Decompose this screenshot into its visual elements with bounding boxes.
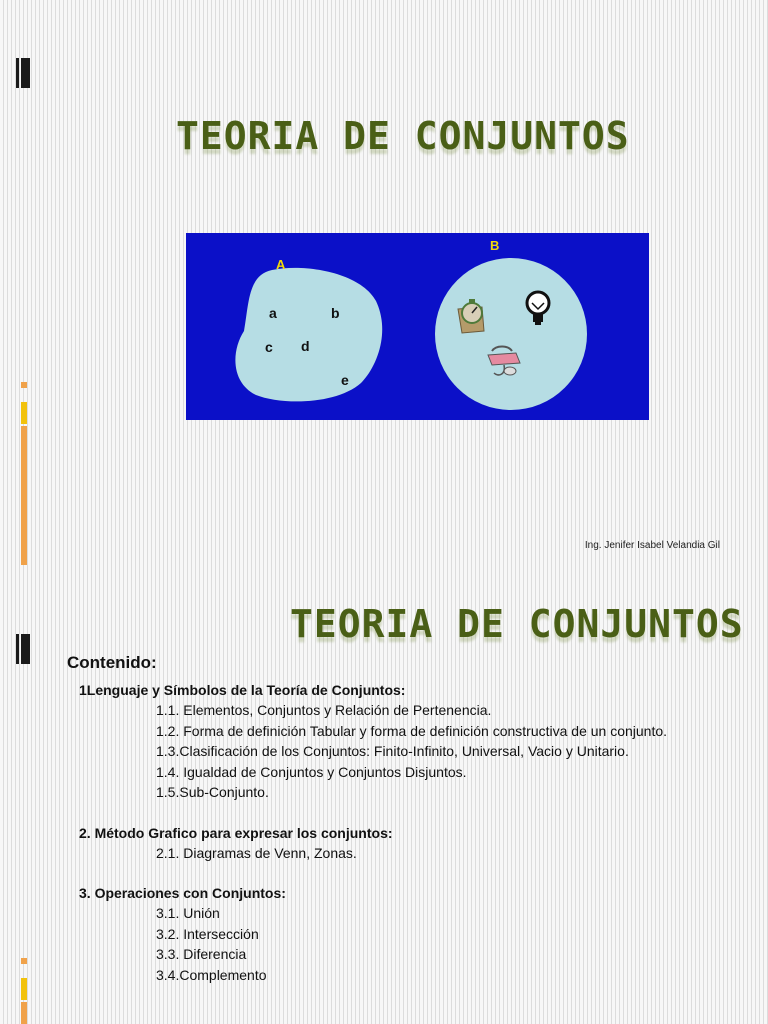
slide-title: TEORIA DE CONJUNTOS [176, 114, 630, 158]
toc-item: 1.1. Elementos, Conjuntos y Relación de Pertenencia. [156, 702, 492, 718]
toc-item: 2.1. Diagramas de Venn, Zonas. [156, 844, 357, 861]
toc-item: 3.3. Diferencia [156, 946, 247, 962]
slide-marker-icon [16, 634, 30, 664]
element-e: e [341, 372, 349, 388]
toc-item: 1.3.Clasificación de los Conjuntos: Finito-Infinito, Universal, Vacio y Unitario. [156, 743, 629, 759]
set-a-region [235, 268, 382, 402]
element-a: a [269, 305, 277, 321]
toc-section-heading: 2. Método Grafico para expresar los conjuntos: [79, 824, 393, 841]
toc-section-1 [0, 680, 768, 803]
element-d: d [301, 338, 310, 354]
element-b: b [331, 305, 340, 321]
slide-marker-icon [16, 58, 30, 88]
set-b-label: B [490, 238, 500, 253]
element-c: c [265, 339, 273, 355]
slide-2 [0, 590, 768, 1024]
toc-item: 3.2. Intersección [156, 925, 259, 942]
toc-section-heading: 3. Operaciones con Conjuntos: [79, 885, 286, 901]
contents-label: Contenido: [67, 653, 157, 672]
toc-item: 1.5.Sub-Conjunto. [156, 784, 269, 800]
author-credit: Ing. Jenifer Isabel Velandia Gil [584, 540, 720, 551]
toc-section-2 [0, 823, 768, 864]
side-accent-bar [21, 382, 27, 565]
toc-section-heading: 1Lenguaje y Símbolos de la Teoría de Conjuntos: [79, 682, 406, 698]
table-of-contents [0, 680, 768, 1005]
toc-item: 3.1. Unión [156, 905, 220, 921]
toc-item: 1.4. Igualdad de Conjuntos y Conjuntos Disjuntos. [156, 763, 467, 780]
toc-section-3 [0, 883, 768, 985]
set-a-label: A [276, 257, 286, 272]
set-b-region [435, 258, 587, 410]
slide-title: TEORIA DE CONJUNTOS [290, 602, 744, 646]
toc-item: 1.2. Forma de definición Tabular y forma de definición constructiva de un conjunto. [156, 722, 668, 739]
venn-diagram [186, 233, 649, 420]
toc-item: 3.4.Complemento [156, 966, 267, 983]
